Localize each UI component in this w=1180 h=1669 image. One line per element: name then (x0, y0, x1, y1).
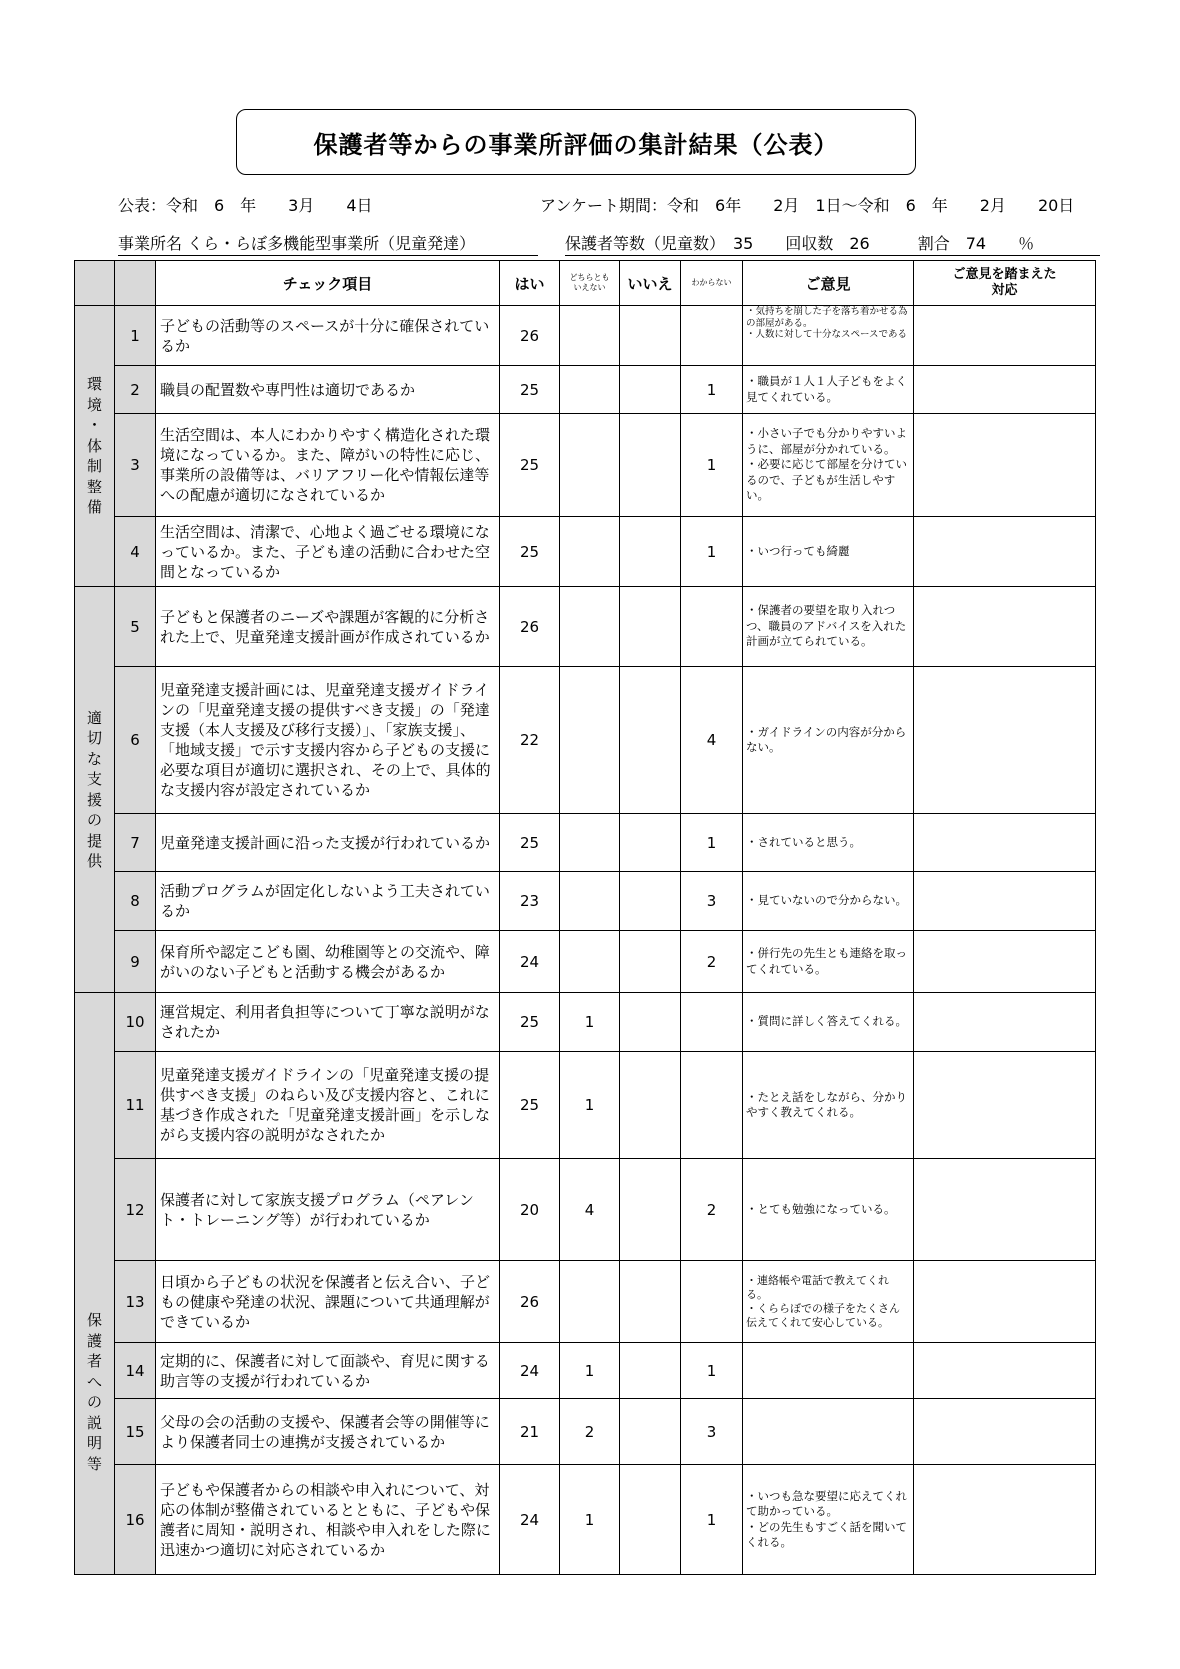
yes-count: 25 (500, 414, 560, 517)
check-item: 子どもと保護者のニーズや課題が客観的に分析された上で、児童発達支援計画が作成されているか (156, 587, 500, 667)
row-number: 14 (115, 1343, 156, 1399)
yes-count: 25 (500, 1052, 560, 1159)
evaluation-table (74, 260, 1096, 1575)
opinion: ・ガイドラインの内容が分からない。 (743, 667, 914, 814)
check-item: 保育所や認定こども園、幼稚園等との交流や、障がいのない子どもと活動する機会があるか (156, 931, 500, 993)
page-title: 保護者等からの事業所評価の集計結果（公表） (236, 109, 916, 175)
table-row (75, 1261, 1096, 1343)
response (914, 872, 1096, 931)
header-check-item: チェック項目 (156, 261, 500, 306)
response (914, 366, 1096, 414)
check-item: 児童発達支援ガイドラインの「児童発達支援の提供すべき支援」のねらい及び支援内容と、これに基づき作成された「児童発達支援計画」を示しながら支援内容の説明がなされたか (156, 1052, 500, 1159)
neither-count: 4 (560, 1159, 620, 1261)
table-row (75, 993, 1096, 1052)
yes-count: 24 (500, 1343, 560, 1399)
unknown-count (681, 1261, 743, 1343)
yes-count: 26 (500, 306, 560, 366)
header-number (115, 261, 156, 306)
response (914, 1261, 1096, 1343)
yes-count: 24 (500, 931, 560, 993)
row-number: 11 (115, 1052, 156, 1159)
unknown-count (681, 587, 743, 667)
neither-count (560, 667, 620, 814)
yes-count: 26 (500, 1261, 560, 1343)
office-name: 事業所名 くら・らぼ多機能型事業所（児童発達） (118, 231, 538, 256)
response (914, 1343, 1096, 1399)
check-item: 子どもの活動等のスペースが十分に確保されているか (156, 306, 500, 366)
response (914, 1465, 1096, 1575)
no-count (620, 1399, 681, 1465)
opinion (743, 1343, 914, 1399)
row-number: 4 (115, 517, 156, 587)
unknown-count: 3 (681, 872, 743, 931)
no-count (620, 931, 681, 993)
yes-count: 23 (500, 872, 560, 931)
opinion: ・とても勉強になっている。 (743, 1159, 914, 1261)
no-count (620, 1052, 681, 1159)
check-item: 活動プログラムが固定化しないよう工夫されているか (156, 872, 500, 931)
no-count (620, 517, 681, 587)
response (914, 931, 1096, 993)
neither-count (560, 414, 620, 517)
opinion: ・小さい子でも分かりやすいように、部屋が分かれている。 ・必要に応じて部屋を分けているので、子どもが生活しやすい。 (743, 414, 914, 517)
no-count (620, 872, 681, 931)
opinion: ・職員が１人１人子どもをよく見てくれている。 (743, 366, 914, 414)
table-row (75, 814, 1096, 872)
row-number: 13 (115, 1261, 156, 1343)
opinion: ・併行先の先生とも連絡を取ってくれている。 (743, 931, 914, 993)
table-row (75, 667, 1096, 814)
unknown-count (681, 306, 743, 366)
row-number: 1 (115, 306, 156, 366)
yes-count: 21 (500, 1399, 560, 1465)
publish-date: 公表：令和 6 年 3月 4日 (118, 196, 373, 215)
row-number: 5 (115, 587, 156, 667)
category-environment: 環 境 ・ 体 制 整 備 (75, 306, 115, 587)
response (914, 993, 1096, 1052)
opinion: ・保護者の要望を取り入れつつ、職員のアドバイスを入れた計画が立てられている。 (743, 587, 914, 667)
row-number: 12 (115, 1159, 156, 1261)
row-number: 16 (115, 1465, 156, 1575)
table-row (75, 517, 1096, 587)
opinion: ・たとえ話をしながら、分かりやすく教えてくれる。 (743, 1052, 914, 1159)
header-no: いいえ (620, 261, 681, 306)
neither-count (560, 517, 620, 587)
row-number: 10 (115, 993, 156, 1052)
header-unknown: わからない (681, 261, 743, 306)
neither-count (560, 306, 620, 366)
yes-count: 24 (500, 1465, 560, 1575)
no-count (620, 414, 681, 517)
table-row (75, 1399, 1096, 1465)
unknown-count: 2 (681, 1159, 743, 1261)
table-row (75, 587, 1096, 667)
check-item: 日頃から子どもの状況を保護者と伝え合い、子どもの健康や発達の状況、課題について共通理解ができているか (156, 1261, 500, 1343)
unknown-count: 1 (681, 814, 743, 872)
row-number: 7 (115, 814, 156, 872)
response (914, 814, 1096, 872)
row-number: 8 (115, 872, 156, 931)
neither-count (560, 1261, 620, 1343)
table-row (75, 366, 1096, 414)
neither-count (560, 587, 620, 667)
row-number: 6 (115, 667, 156, 814)
table-row (75, 1465, 1096, 1575)
response (914, 414, 1096, 517)
neither-count: 2 (560, 1399, 620, 1465)
category-support: 適 切 な 支 援 の 提 供 (75, 587, 115, 993)
neither-count: 1 (560, 1465, 620, 1575)
yes-count: 26 (500, 587, 560, 667)
unknown-count: 1 (681, 1343, 743, 1399)
unknown-count: 3 (681, 1399, 743, 1465)
opinion (743, 1399, 914, 1465)
check-item: 運営規定、利用者負担等について丁寧な説明がなされたか (156, 993, 500, 1052)
response (914, 1399, 1096, 1465)
row-number: 15 (115, 1399, 156, 1465)
neither-count: 1 (560, 993, 620, 1052)
check-item: 子どもや保護者からの相談や申入れについて、対応の体制が整備されているとともに、子どもや保護者に周知・説明され、相談や申入れをした際に迅速かつ適切に対応されているか (156, 1465, 500, 1575)
no-count (620, 1159, 681, 1261)
unknown-count (681, 993, 743, 1052)
unknown-count: 2 (681, 931, 743, 993)
neither-count (560, 872, 620, 931)
check-item: 生活空間は、清潔で、心地よく過ごせる環境になっているか。また、子ども達の活動に合わせた空間となっているか (156, 517, 500, 587)
header-response: ご意見を踏まえた 対応 (914, 261, 1096, 306)
yes-count: 20 (500, 1159, 560, 1261)
check-item: 保護者に対して家族支援プログラム（ペアレント・トレーニング等）が行われているか (156, 1159, 500, 1261)
opinion: ・いつ行っても綺麗 (743, 517, 914, 587)
no-count (620, 667, 681, 814)
opinion: ・質問に詳しく答えてくれる。 (743, 993, 914, 1052)
response (914, 587, 1096, 667)
yes-count: 25 (500, 814, 560, 872)
table-row (75, 872, 1096, 931)
neither-count: 1 (560, 1052, 620, 1159)
yes-count: 25 (500, 993, 560, 1052)
response (914, 1159, 1096, 1261)
check-item: 児童発達支援計画には、児童発達支援ガイドラインの「児童発達支援の提供すべき支援」の「発達支援（本人支援及び移行支援）」、「家族支援」、「地域支援」で示す支援内容から子どもの支援に必要な項目が適切に選択され、その上で、具体的な支援内容が設定されているか (156, 667, 500, 814)
no-count (620, 814, 681, 872)
table-row (75, 931, 1096, 993)
opinion: ・見ていないので分からない。 (743, 872, 914, 931)
neither-count (560, 814, 620, 872)
table-row (75, 306, 1096, 366)
check-item: 児童発達支援計画に沿った支援が行われているか (156, 814, 500, 872)
no-count (620, 1261, 681, 1343)
table-row (75, 1159, 1096, 1261)
no-count (620, 366, 681, 414)
row-number: 3 (115, 414, 156, 517)
survey-period: アンケート期間：令和 6年 2月 1日～令和 6 年 2月 20日 (540, 196, 1075, 215)
unknown-count: 1 (681, 414, 743, 517)
row-number: 9 (115, 931, 156, 993)
response (914, 306, 1096, 366)
response (914, 1052, 1096, 1159)
no-count (620, 1465, 681, 1575)
opinion: ・連絡帳や電話で教えてくれる。 ・くららぼでの様子をたくさん伝えてくれて安心している。 (743, 1261, 914, 1343)
yes-count: 25 (500, 517, 560, 587)
opinion: ・気持ちを崩した子を落ち着かせる為の部屋がある。 ・人数に対して十分なスペースである (743, 306, 914, 366)
opinion: ・いつも急な要望に応えてくれて助かっている。 ・どの先生もすごく話を聞いてくれる。 (743, 1465, 914, 1575)
check-item: 定期的に、保護者に対して面談や、育児に関する助言等の支援が行われているか (156, 1343, 500, 1399)
unknown-count (681, 1052, 743, 1159)
neither-count (560, 931, 620, 993)
check-item: 職員の配置数や専門性は適切であるか (156, 366, 500, 414)
neither-count (560, 366, 620, 414)
no-count (620, 993, 681, 1052)
table-row (75, 1343, 1096, 1399)
unknown-count: 1 (681, 517, 743, 587)
neither-count: 1 (560, 1343, 620, 1399)
category-explanation: 保 護 者 へ の 説 明 等 (75, 993, 115, 1575)
unknown-count: 1 (681, 1465, 743, 1575)
header-category (75, 261, 115, 306)
table-row (75, 414, 1096, 517)
unknown-count: 4 (681, 667, 743, 814)
header-row (75, 261, 1096, 306)
no-count (620, 587, 681, 667)
table-row (75, 1052, 1096, 1159)
no-count (620, 306, 681, 366)
check-item: 生活空間は、本人にわかりやすく構造化された環境になっているか。また、障がいの特性に応じ、事業所の設備等は、バリアフリー化や情報伝達等への配慮が適切になされているか (156, 414, 500, 517)
yes-count: 22 (500, 667, 560, 814)
header-yes: はい (500, 261, 560, 306)
row-number: 2 (115, 366, 156, 414)
respondent-counts: 保護者等数（児童数） 35 回収数 26 割合 74 ％ (565, 231, 1100, 256)
no-count (620, 1343, 681, 1399)
unknown-count: 1 (681, 366, 743, 414)
header-neither: どちらとも いえない (560, 261, 620, 306)
response (914, 667, 1096, 814)
check-item: 父母の会の活動の支援や、保護者会等の開催等により保護者同士の連携が支援されているか (156, 1399, 500, 1465)
response (914, 517, 1096, 587)
yes-count: 25 (500, 366, 560, 414)
header-opinion: ご意見 (743, 261, 914, 306)
opinion: ・されていると思う。 (743, 814, 914, 872)
